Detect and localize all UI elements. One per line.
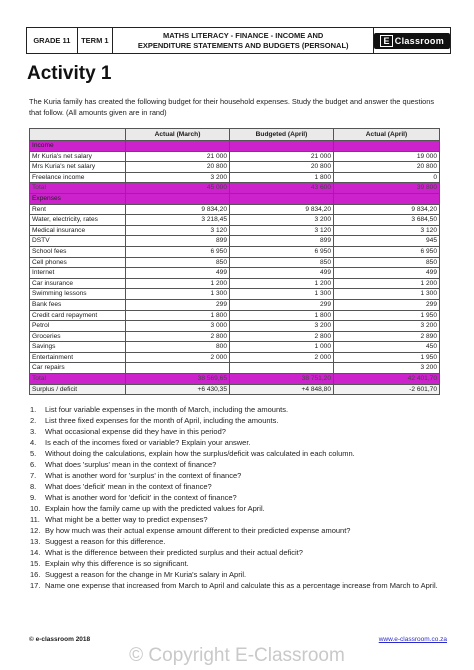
topic-title-line1: MATHS LITERACY - FINANCE - INCOME AND (163, 30, 324, 40)
question-number: 12. (30, 526, 41, 535)
amount-cell (230, 141, 334, 152)
amount-cell: 299 (126, 299, 230, 310)
amount-cell: 9 834,20 (334, 204, 440, 215)
table-row (30, 363, 440, 374)
table-row (30, 310, 440, 321)
table-body (30, 141, 440, 395)
table-row (30, 246, 440, 257)
question-number: 8. (30, 482, 37, 491)
question-number: 7. (30, 471, 37, 480)
amount-cell: 21 000 (230, 151, 334, 162)
amount-cell: 1 300 (230, 289, 334, 300)
amount-cell: 6 950 (126, 246, 230, 257)
amount-cell: 45 000 (126, 183, 230, 194)
row-label-cell: Internet (30, 268, 126, 279)
activity-title: Activity 1 (27, 63, 112, 84)
amount-cell: 2 800 (126, 331, 230, 342)
question-item (30, 481, 450, 492)
table-row (30, 151, 440, 162)
question-item (30, 547, 450, 558)
question-number: 17. (30, 581, 41, 590)
row-label-cell: Savings (30, 342, 126, 353)
amount-cell: +6 430,35 (126, 384, 230, 395)
amount-cell (230, 363, 334, 374)
question-text: What might be a better way to predict expenses? (45, 515, 208, 524)
row-label-cell: Expenses (30, 193, 126, 204)
amount-cell (126, 141, 230, 152)
amount-cell: 850 (126, 257, 230, 268)
amount-cell: 499 (230, 268, 334, 279)
amount-cell (334, 141, 440, 152)
amount-cell: 899 (126, 236, 230, 247)
amount-cell: 38 751,20 (230, 374, 334, 385)
amount-cell: 3 200 (230, 215, 334, 226)
question-item (30, 580, 450, 591)
question-text: Explain how the family came up with the predicted values for April. (45, 504, 265, 513)
question-item (30, 503, 450, 514)
amount-cell: 21 000 (126, 151, 230, 162)
question-number: 14. (30, 548, 41, 557)
question-text: What occasional expense did they have in this period? (45, 427, 226, 436)
footer-copyright: © e-classroom 2018 (29, 636, 91, 643)
amount-cell: 499 (334, 268, 440, 279)
table-row (30, 225, 440, 236)
row-label-cell: Swimming lessons (30, 289, 126, 300)
question-item (30, 426, 450, 437)
question-text: List four variable expenses in the month of March, including the amounts. (45, 405, 289, 414)
table-row (30, 162, 440, 173)
surplus-row (30, 384, 440, 395)
amount-cell: 20 800 (126, 162, 230, 173)
amount-cell: 2 000 (126, 352, 230, 363)
amount-cell: -2 601,70 (334, 384, 440, 395)
topic-title (113, 28, 375, 53)
question-number: 10. (30, 504, 41, 513)
question-list (30, 404, 450, 591)
question-text: What is the difference between their predicted surplus and their actual deficit? (45, 548, 303, 557)
question-number: 15. (30, 559, 41, 568)
copyright-watermark: © Copyright E-Classroom (129, 645, 345, 666)
question-text: Explain why this difference is so significant. (45, 559, 189, 568)
row-label-cell: Total (30, 183, 126, 194)
e-classroom-logo: E Classroom (374, 33, 450, 49)
question-number: 6. (30, 460, 37, 469)
amount-cell: 2 890 (334, 331, 440, 342)
question-number: 13. (30, 537, 41, 546)
row-label-cell: Car insurance (30, 278, 126, 289)
amount-cell: 9 834,20 (230, 204, 334, 215)
question-text: Without doing the calculations, explain how the surplus/deficit was calculated in each column. (45, 449, 355, 458)
topic-title-line2: EXPENDITURE STATEMENTS AND BUDGETS (PERSONAL) (137, 40, 349, 50)
table-row (30, 278, 440, 289)
amount-cell: 39 800 (334, 183, 440, 194)
amount-cell (334, 193, 440, 204)
amount-cell: 3 120 (230, 225, 334, 236)
amount-cell: 20 800 (334, 162, 440, 173)
question-number: 3. (30, 427, 37, 436)
question-text: Suggest a reason for the change in Mr Kuria's salary in April. (45, 570, 247, 579)
question-item (30, 404, 450, 415)
row-label-cell: Cell phones (30, 257, 126, 268)
row-label-cell: Surplus / deficit (30, 384, 126, 395)
row-label-cell: Income (30, 141, 126, 152)
question-number: 4. (30, 438, 37, 447)
row-label-cell: Water, electricity, rates (30, 215, 126, 226)
question-item (30, 525, 450, 536)
table-row (30, 321, 440, 332)
table-header (30, 129, 126, 141)
question-item (30, 536, 450, 547)
table-row (30, 215, 440, 226)
amount-cell: 6 950 (230, 246, 334, 257)
table-row (30, 352, 440, 363)
amount-cell: 1 300 (126, 289, 230, 300)
table-header-row (30, 129, 440, 141)
logo-cell (374, 28, 450, 53)
question-item (30, 558, 450, 569)
amount-cell: 1 800 (230, 310, 334, 321)
amount-cell: 450 (334, 342, 440, 353)
footer-website-link[interactable]: www.e-classroom.co.za (378, 636, 447, 643)
page-header (26, 27, 451, 54)
term-label: TERM 1 (78, 28, 113, 53)
question-text: List three fixed expenses for the month of April, including the amounts. (45, 416, 279, 425)
amount-cell: 1 800 (230, 172, 334, 183)
table-row (30, 204, 440, 215)
amount-cell: 42 401,70 (334, 374, 440, 385)
row-label-cell: Mrs Kuria's net salary (30, 162, 126, 173)
amount-cell: 1 200 (126, 278, 230, 289)
question-text: Name one expense that increased from March to April and calculate this as a percentage increase from March to April. (45, 581, 438, 590)
amount-cell: 1 300 (334, 289, 440, 300)
question-text: By how much was their actual expense amount different to their predicted expense amount? (45, 526, 351, 535)
row-label-cell: Petrol (30, 321, 126, 332)
amount-cell: +4 848,80 (230, 384, 334, 395)
amount-cell: 1 950 (334, 310, 440, 321)
row-label-cell: School fees (30, 246, 126, 257)
amount-cell: 6 950 (334, 246, 440, 257)
amount-cell: 2 800 (230, 331, 334, 342)
question-item (30, 569, 450, 580)
row-label-cell: Rent (30, 204, 126, 215)
question-text: What is another word for 'deficit' in the context of finance? (45, 493, 237, 502)
amount-cell (230, 193, 334, 204)
amount-cell: 19 000 (334, 151, 440, 162)
row-label-cell: Mr Kuria's net salary (30, 151, 126, 162)
row-label-cell: Car repairs (30, 363, 126, 374)
amount-cell: 3 120 (126, 225, 230, 236)
table-row (30, 236, 440, 247)
amount-cell: 850 (334, 257, 440, 268)
amount-cell: 3 120 (334, 225, 440, 236)
amount-cell: 1 200 (334, 278, 440, 289)
question-item (30, 459, 450, 470)
amount-cell: 3 200 (334, 363, 440, 374)
amount-cell: 0 (334, 172, 440, 183)
grade-label: GRADE 11 (27, 28, 78, 53)
budget-table (29, 128, 440, 395)
amount-cell: 899 (230, 236, 334, 247)
question-number: 2. (30, 416, 37, 425)
question-text: What does 'deficit' mean in the context of finance? (45, 482, 212, 491)
question-item (30, 415, 450, 426)
amount-cell: 3 200 (230, 321, 334, 332)
question-item (30, 492, 450, 503)
amount-cell: 499 (126, 268, 230, 279)
total-row (30, 183, 440, 194)
row-label-cell: Medical insurance (30, 225, 126, 236)
question-item (30, 470, 450, 481)
table-row (30, 342, 440, 353)
question-number: 1. (30, 405, 37, 414)
question-item (30, 437, 450, 448)
table-row (30, 268, 440, 279)
question-number: 11. (30, 515, 40, 524)
amount-cell: 3 200 (334, 321, 440, 332)
section-row (30, 193, 440, 204)
amount-cell: 38 569,65 (126, 374, 230, 385)
amount-cell: 850 (230, 257, 334, 268)
amount-cell: 945 (334, 236, 440, 247)
amount-cell: 3 218,45 (126, 215, 230, 226)
amount-cell: 1 000 (230, 342, 334, 353)
question-number: 9. (30, 493, 37, 502)
amount-cell: 2 000 (230, 352, 334, 363)
amount-cell: 3 200 (126, 172, 230, 183)
row-label-cell: Freelance income (30, 172, 126, 183)
table-row (30, 257, 440, 268)
amount-cell (126, 193, 230, 204)
question-number: 16. (30, 570, 41, 579)
table-row (30, 331, 440, 342)
question-item (30, 514, 450, 525)
row-label-cell: Credit card repayment (30, 310, 126, 321)
question-number: 5. (30, 449, 37, 458)
table-header: Budgeted (April) (230, 129, 334, 141)
question-item (30, 448, 450, 459)
amount-cell (126, 363, 230, 374)
table-row (30, 289, 440, 300)
amount-cell: 3 684,50 (334, 215, 440, 226)
row-label-cell: Entertainment (30, 352, 126, 363)
intro-paragraph: The Kuria family has created the following budget for their household expenses. Study the budget and answer the questions that follow. (All amounts given are in rand) (29, 97, 435, 117)
row-label-cell: Groceries (30, 331, 126, 342)
total-row (30, 374, 440, 385)
row-label-cell: Total (30, 374, 126, 385)
amount-cell: 800 (126, 342, 230, 353)
amount-cell: 299 (230, 299, 334, 310)
amount-cell: 3 000 (126, 321, 230, 332)
question-text: What does 'surplus' mean in the context of finance? (45, 460, 217, 469)
row-label-cell: Bank fees (30, 299, 126, 310)
amount-cell: 1 200 (230, 278, 334, 289)
amount-cell: 20 800 (230, 162, 334, 173)
amount-cell: 1 800 (126, 310, 230, 321)
table-header: Actual (March) (126, 129, 230, 141)
table-header: Actual (April) (334, 129, 440, 141)
amount-cell: 9 834,20 (126, 204, 230, 215)
amount-cell: 1 950 (334, 352, 440, 363)
amount-cell: 43 600 (230, 183, 334, 194)
question-text: Suggest a reason for this difference. (45, 537, 166, 546)
table-row (30, 172, 440, 183)
question-text: Is each of the incomes fixed or variable? Explain your answer. (45, 438, 251, 447)
amount-cell: 299 (334, 299, 440, 310)
question-text: What is another word for 'surplus' in the context of finance? (45, 471, 242, 480)
table-row (30, 299, 440, 310)
row-label-cell: DSTV (30, 236, 126, 247)
section-row (30, 141, 440, 152)
